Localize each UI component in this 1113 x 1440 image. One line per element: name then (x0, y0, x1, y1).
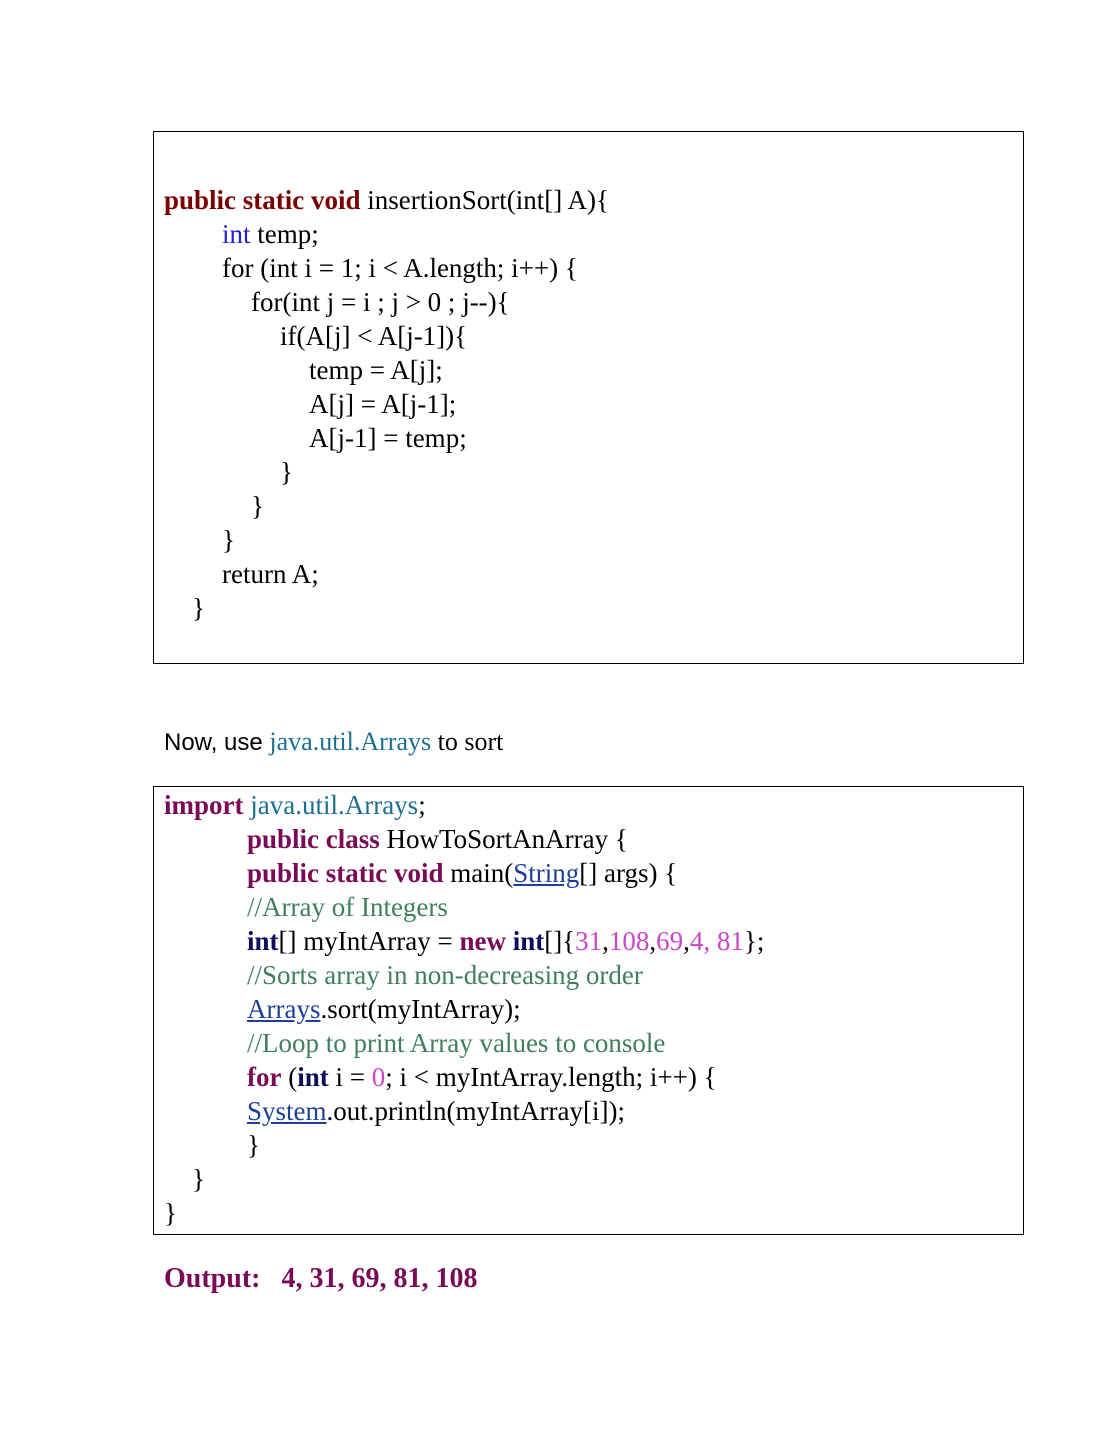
string-type-link[interactable]: String (513, 858, 580, 888)
number-108: 108 (608, 926, 650, 956)
prose-prefix: Now, use (164, 729, 270, 756)
code-line-temp-assign: temp = A[j]; (309, 355, 443, 385)
import-package: java.util.Arrays (243, 790, 419, 820)
array-decl-text: [] myIntArray = (278, 926, 460, 956)
code-line-if: if(A[j] < A[j-1]){ (280, 321, 468, 351)
code-line-close-if: } (280, 457, 293, 487)
number-69: 69 (656, 926, 684, 956)
code-line-main-decl (247, 856, 677, 890)
comma: , (602, 926, 609, 956)
keyword-for: for (247, 1062, 282, 1092)
number-31: 31 (575, 926, 603, 956)
class-name: HowToSortAnArray { (379, 824, 628, 854)
comma: , (649, 926, 657, 956)
number-0: 0 (371, 1062, 386, 1092)
keyword-public-static-void: public static void (247, 858, 444, 888)
prose-suffix: to sort (431, 727, 504, 756)
for-paren: ( (281, 1062, 298, 1092)
sort-call-text: .sort(myIntArray); (320, 994, 521, 1024)
comment-loop-print: //Loop to print Array values to console (247, 1028, 666, 1058)
code-line-method-signature (164, 183, 609, 217)
for-var: i = (328, 1062, 372, 1092)
code-line-array-decl (247, 924, 764, 958)
keyword-import: import (164, 790, 244, 820)
output-label: Output: (164, 1263, 261, 1294)
arrays-sort-code-box (153, 786, 1024, 1235)
method-name: insertionSort(int[] A){ (360, 185, 609, 215)
code-line-outer-for: for (int i = 1; i < A.length; i++) { (222, 253, 578, 283)
code-line-for-loop (247, 1060, 717, 1094)
code-line-swap-1: A[j] = A[j-1]; (309, 389, 457, 419)
code-line-close-class: } (164, 1198, 177, 1228)
comment-sorts-array: //Sorts array in non-decreasing order (247, 960, 643, 990)
prose-line (164, 724, 503, 760)
temp-decl-text: temp; (250, 219, 319, 249)
code-line-class-decl (247, 822, 628, 856)
code-line-close-outer-for: } (222, 525, 235, 555)
code-line-inner-for: for(int j = i ; j > 0 ; j--){ (251, 287, 510, 317)
keyword-public-static-void: public static void (164, 185, 361, 215)
code-line-temp-decl (222, 217, 319, 251)
code-line-swap-2: A[j-1] = temp; (309, 423, 467, 453)
code-line-sort-call (247, 992, 521, 1026)
code-line-println (247, 1094, 625, 1128)
insertion-sort-code-box (153, 131, 1024, 664)
comment-array-of-integers: //Array of Integers (247, 892, 448, 922)
array-open-brace: []{ (544, 926, 576, 956)
number-4-81: 4, 81 (689, 926, 744, 956)
code-line-return: return A; (222, 559, 319, 589)
for-condition: ; i < myIntArray.length; i++) { (385, 1062, 717, 1092)
code-line-close-inner-for: } (251, 491, 264, 521)
keyword-public-class: public class (247, 824, 380, 854)
main-args: [] args) { (579, 858, 678, 888)
keyword-int: int (222, 219, 251, 249)
code-line-import (164, 788, 426, 822)
output-values: 4, 31, 69, 81, 108 (281, 1263, 478, 1294)
code-line-close-main: } (192, 1164, 205, 1194)
output-line (164, 1261, 477, 1297)
prose-package: java.util.Arrays (269, 727, 432, 756)
keyword-int-2: int (512, 926, 545, 956)
keyword-int-loop: int (297, 1062, 329, 1092)
keyword-int: int (247, 926, 279, 956)
main-name: main( (443, 858, 514, 888)
code-line-close-for: } (247, 1130, 260, 1160)
keyword-new: new (459, 926, 506, 956)
import-semicolon: ; (418, 790, 426, 820)
code-line-close-method: } (192, 593, 205, 623)
array-close-brace: }; (743, 926, 765, 956)
comma: , (683, 926, 690, 956)
arrays-class-link[interactable]: Arrays (247, 994, 321, 1024)
system-class-link[interactable]: System (247, 1096, 327, 1126)
println-text: .out.println(myIntArray[i]); (326, 1096, 625, 1126)
